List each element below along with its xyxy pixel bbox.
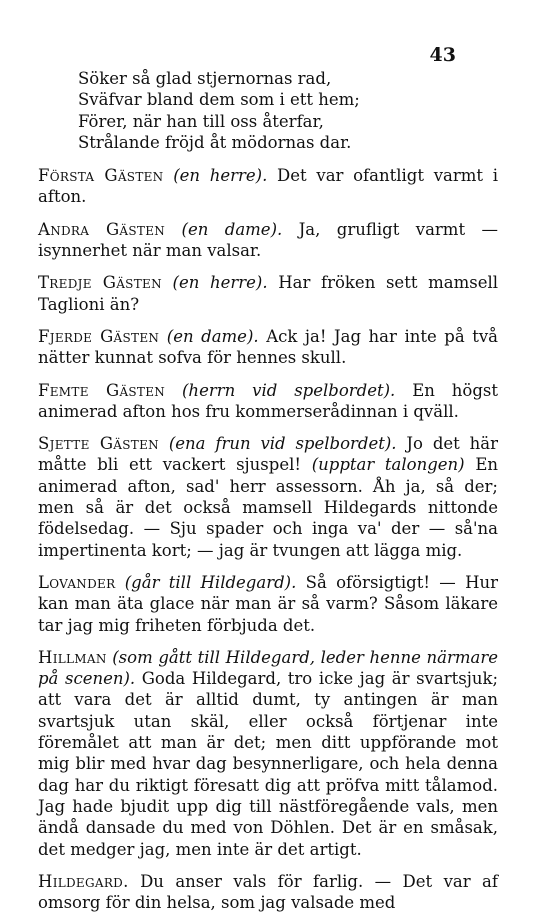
speaker-name: Hillman: [38, 647, 107, 667]
dialogue-text: Har fröken sett mamsell Taglioni än?: [38, 273, 499, 314]
dialogue-text: Det var ofantligt varmt i afton.: [38, 166, 498, 207]
speaker-name: Första Gästen: [38, 166, 164, 186]
dialogue-text: Jo det här måtte bli ett vackert sjuspel!: [38, 434, 498, 475]
stage-direction: (upptar talongen): [311, 455, 465, 475]
speaker-name: Fjerde Gästen: [38, 326, 160, 346]
verse-line: Förer, när han till oss återfar,: [78, 111, 324, 131]
dialogue-paragraph: [38, 326, 498, 369]
speaker-name: Lovander: [38, 572, 116, 592]
stage-direction: (en herre).: [172, 273, 268, 293]
stage-direction: (som gått till Hildegard, leder henne närmare på scenen).: [38, 647, 498, 689]
stage-direction: (en dame).: [166, 326, 259, 346]
speaker-name: Sjette Gästen: [38, 434, 159, 454]
stage-direction: (en dame).: [181, 219, 283, 239]
speaker-name: Hildegard.: [38, 871, 129, 891]
dialogue-text: En animerad afton, sad' herr assessorn. Åh ja, så der; men så är det också mamsell Hildegards nittonde födelsedag. — Sju spader och inga va' der — så'na impertinenta kort; — jag är tvungen att lägga mig.: [38, 455, 498, 560]
dialogue-text: Så oförsigtigt! — Hur kan man äta glace när man är så varm? Såsom läkare tar jag mig friheten förbjuda det.: [38, 572, 498, 635]
dialogue-paragraph: [38, 165, 498, 208]
dialogue-paragraph: [38, 272, 498, 315]
dialogue-paragraph: [38, 219, 498, 262]
dialogue-paragraph: [38, 380, 498, 423]
dialogue-text: En högst animerad afton hos fru kommerserådinnan i qväll.: [38, 380, 498, 421]
speaker-name: Tredje Gästen: [38, 273, 162, 293]
dialogue-paragraph: [38, 647, 498, 860]
dialogue-text: Goda Hildegard, tro icke jag är svartsjuk; att vara det är alltid dumt, ty antingen är man svartsjuk utan skäl, eller också förtjenar inte föremålet att man är det; men ditt uppförande mot mig blir med hvar dag besynnerligare, och hela denna dag har du riktigt föresatt dig att pröfva mitt tålamod. Jag hade bjudit upp dig till nästföregående vals, men ändå dansade du med von Döhlen. Det är en småsak, det medger jag, men inte är det artigt.: [38, 669, 498, 859]
dialogue-text: Du anser vals för farlig. — Det var af omsorg för din helsa, som jag valsade med: [38, 871, 498, 913]
dialogue-text: Ack ja! Jag har inte på två nätter kunnat sofva för hennes skull.: [38, 326, 499, 368]
page-text: [38, 68, 498, 913]
dialogue-paragraph: [38, 572, 498, 636]
stage-direction: (ena frun vid spelbordet).: [168, 434, 397, 454]
dialogue-text: Ja, grufligt varmt — isynnerhet när man valsar.: [38, 219, 499, 261]
page-number: 43: [429, 44, 456, 66]
dialogue-paragraph: [38, 871, 498, 913]
stage-direction: (går till Hildegard).: [124, 572, 297, 592]
verse-line: Strålande fröjd åt mödornas dar.: [78, 132, 352, 152]
speaker-name: Andra Gästen: [38, 219, 166, 239]
dialogue-paragraph: [38, 433, 498, 561]
verse-line: Sväfvar bland dem som i ett hem;: [78, 90, 360, 110]
speaker-name: Femte Gästen: [38, 380, 166, 400]
stage-direction: (en herre).: [173, 166, 268, 186]
verse-stanza: [78, 68, 498, 153]
stage-direction: (herrn vid spelbordet).: [182, 380, 396, 400]
verse-line: Söker så glad stjernornas rad,: [78, 69, 332, 88]
